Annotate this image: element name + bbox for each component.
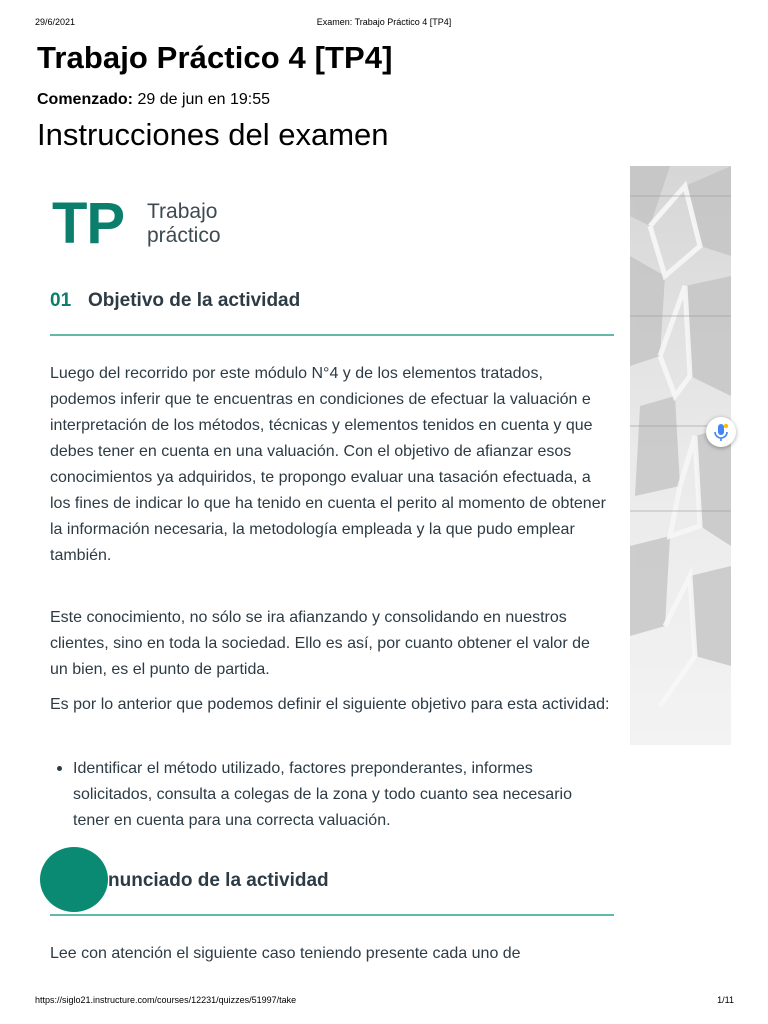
section-number: 01 [50, 290, 72, 311]
bullet-dot [57, 766, 62, 771]
section-divider [50, 914, 614, 916]
section-title: nunciado de la actividad [108, 870, 329, 891]
microphone-icon [706, 417, 736, 447]
section-title: Objetivo de la actividad [88, 290, 301, 311]
tp-logo-mark: TP [52, 191, 125, 256]
section-number-circle [40, 847, 108, 912]
print-footer [0, 995, 768, 1009]
list-item-text: Identificar el método utilizado, factores preponderantes, informes solicitados, consulta a colegas de la zona y todo cuanto sea necesario tener en cuenta para una correcta valuación. [73, 760, 572, 829]
paragraph: Luego del recorrido por este módulo N°4 y de los elementos tratados, podemos inferir que te encuentras en condiciones de efectuar la valuación e interpretación de los métodos, técnicas y elementos tenidos en cuenta y que debes tener en cuenta en una valuación. Con el objetivo de afianzar esos conocimientos ya adquiridos, te propongo evaluar una tasación efectuada, a los fines de indicar lo que ha tenido en cuenta el perito al momento de obtener la información necesaria, la metodología empleada y la que pudo emplear también. [50, 365, 606, 564]
decorative-architecture-image [630, 166, 731, 745]
quiz-title: Trabajo Práctico 4 [TP4] [37, 40, 393, 75]
paragraph: Este conocimiento, no sólo se ira afianzando y consolidando en nuestros clientes, sino en toda la sociedad. Ello es así, por cuanto obtener el valor de un bien, es el punto de partida. [50, 609, 590, 678]
print-page-number: 1/11 [717, 995, 734, 1005]
instructions-heading: Instrucciones del examen [37, 117, 389, 152]
started-label: Comenzado: [37, 91, 133, 108]
voice-input-button[interactable] [706, 417, 736, 447]
tp-logo-words [147, 200, 221, 248]
tp-logo-line1: Trabajo [147, 200, 218, 223]
print-url: https://siglo21.instructure.com/courses/12231/quizzes/51997/take [35, 995, 297, 1005]
section-heading-objetivo [50, 290, 614, 320]
list-item [50, 756, 612, 834]
print-page-title: Examen: Trabajo Práctico 4 [TP4] [316, 17, 452, 27]
paragraph: Lee con atención el siguiente caso teniendo presente cada uno de [50, 945, 521, 962]
paragraph: Es por lo anterior que podemos definir el siguiente objetivo para esta actividad: [50, 696, 610, 713]
architecture-illustration [630, 166, 731, 745]
objective-list [50, 756, 612, 834]
started-info [37, 91, 270, 109]
tp-logo-line2: práctico [147, 224, 221, 247]
started-value: 29 de jun en 19:55 [137, 91, 271, 108]
print-date: 29/6/2021 [35, 17, 76, 27]
section-divider [50, 334, 614, 336]
section-heading-enunciado [50, 870, 614, 900]
print-header [0, 17, 768, 31]
